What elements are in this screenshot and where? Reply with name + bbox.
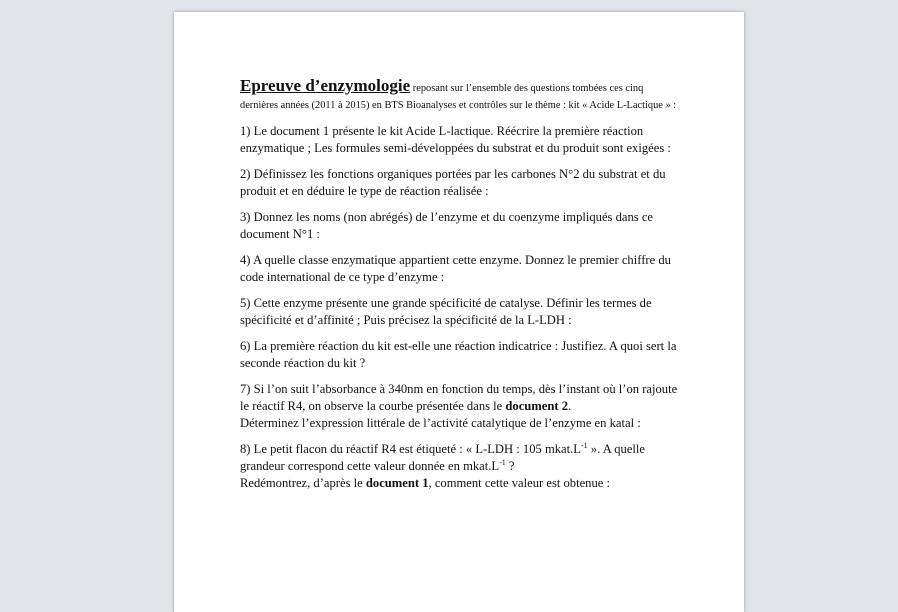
question-2: 2) Définissez les fonctions organiques portées par les carbones N°2 du substrat et du produit et en déduire le type de réaction réalisée : [240,167,666,198]
question-8-text-a: 8) Le petit flacon du réactif R4 est étiqueté : « L-LDH : 105 mkat.L [240,442,581,456]
question-6: 6) La première réaction du kit est-elle une réaction indicatrice : Justifiez. A quoi sert la seconde réaction du kit ? [240,339,677,370]
question-7 [240,381,678,432]
question-7-text: 7) Si l’on suit l’absorbance à 340nm en fonction du temps, dès l’instant où l’on rajoute le réactif R4, on observe la courbe présentée dans le [240,382,678,413]
question-8-text-c: ? [505,459,515,473]
question-5: 5) Cette enzyme présente une grande spécificité de catalyse. Définir les termes de spécificité et d’affinité ; Puis précisez la spécificité de la L-LDH : [240,296,652,327]
intro-paragraph [240,78,678,114]
question-3: 3) Donnez les noms (non abrégés) de l’enzyme et du coenzyme impliqués dans ce document N°1 : [240,210,654,241]
question-8 [240,441,678,492]
question-8-text-b: ». A quelle grandeur correspond cette valeur donnée en mkat.L [240,442,646,473]
question-7-document-ref: document 2 [505,399,569,413]
question-7-period: . [568,399,572,413]
document-body [240,78,678,501]
question-8-line2a: Redémontrez, d’après le [240,476,366,490]
question-8-exponent-2: -1 [499,457,506,467]
question-7-line2: Déterminez l’expression littérale de l’activité catalytique de l’enzyme en katal : [240,416,641,430]
question-8-line2b: , comment cette valeur est obtenue : [428,476,611,490]
question-8-document-ref: document 1 [365,476,429,490]
exam-title: Epreuve d’enzymologie [240,76,411,95]
document-page [174,12,744,612]
question-4: 4) A quelle classe enzymatique appartient cette enzyme. Donnez le premier chiffre du code international de ce type d’enzyme : [240,253,671,284]
intro-text: reposant sur l’ensemble des questions tombées ces cinq dernières années (2011 à 2015) en BTS Bioanalyses et contrôles sur le thème : kit « Acide L-Lactique » : [240,83,677,111]
question-1: 1) Le document 1 présente le kit Acide L-lactique. Réécrire la première réaction enzymatique ; Les formules semi-développées du substrat et du produit sont exigées : [240,124,671,155]
question-8-exponent-1: -1 [580,440,588,450]
